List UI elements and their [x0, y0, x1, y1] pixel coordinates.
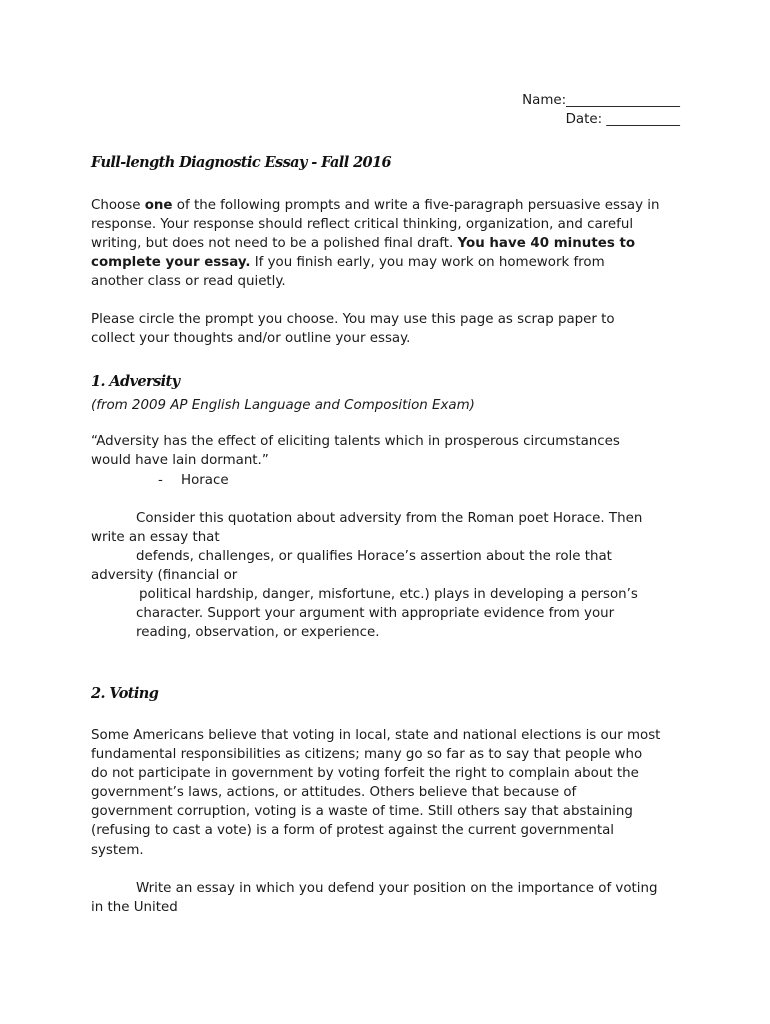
- prompt-1-quote-line-2: would have lain dormant.”: [91, 453, 269, 468]
- date-field[interactable]: Date: ___________: [565, 112, 680, 127]
- intro-text: writing, but does not need to be a polished final draft.: [91, 236, 458, 251]
- intro-line-1: [91, 196, 660, 215]
- prompt-2-para-line-3: do not participate in government by voting forfeit the right to complain about the: [91, 766, 639, 781]
- intro-text: Choose: [91, 198, 145, 213]
- prompt-1-task-line-2: write an essay that: [91, 530, 220, 545]
- prompt-1-quote-line-1: “Adversity has the effect of eliciting talents which in prosperous circumstances: [91, 434, 620, 449]
- prompt-2-para-line-2: fundamental responsibilities as citizens; many go so far as to say that people who: [91, 747, 643, 762]
- prompt-1-task-line-4: adversity (financial or: [91, 568, 238, 583]
- instructions-line-2: collect your thoughts and/or outline your essay.: [91, 331, 411, 346]
- prompt-2-para-line-7: system.: [91, 843, 144, 858]
- name-field[interactable]: Name:_________________: [522, 93, 680, 108]
- instructions-line-1: Please circle the prompt you choose. You may use this page as scrap paper to: [91, 312, 615, 327]
- prompt-2-heading: 2. Voting: [91, 685, 159, 702]
- intro-emphasis-time: You have 40 minutes to: [457, 236, 636, 251]
- prompt-1-heading: 1. Adversity: [91, 373, 180, 390]
- prompt-2-para-line-1: Some Americans believe that voting in local, state and national elections is our most: [91, 728, 661, 743]
- prompt-2-para-line-5: government corruption, voting is a waste of time. Still others say that abstaining: [91, 804, 633, 819]
- intro-line-4: [91, 253, 605, 272]
- intro-emphasis-one: one: [144, 198, 173, 213]
- intro-line-2: response. Your response should reflect critical thinking, organization, and careful: [91, 217, 634, 232]
- intro-emphasis-complete: complete your essay.: [91, 255, 251, 270]
- prompt-2-para-line-4: government’s laws, actions, or attitudes. Others believe that because of: [91, 785, 577, 800]
- prompt-1-task-line-6: character. Support your argument with appropriate evidence from your: [136, 606, 615, 621]
- prompt-2-task-line-1: Write an essay in which you defend your position on the importance of voting: [136, 881, 658, 896]
- intro-text: If you finish early, you may work on homework from: [250, 255, 605, 270]
- prompt-2-task-line-2: in the United: [91, 900, 178, 915]
- prompt-1-task-line-3: defends, challenges, or qualifies Horace’s assertion about the role that: [136, 549, 612, 564]
- intro-text: of the following prompts and write a five-paragraph persuasive essay in: [172, 198, 660, 213]
- intro-line-3: [91, 234, 635, 253]
- prompt-1-source: (from 2009 AP English Language and Composition Exam): [91, 398, 475, 413]
- intro-line-5: another class or read quietly.: [91, 274, 286, 289]
- prompt-2-para-line-6: (refusing to cast a vote) is a form of protest against the current governmental: [91, 823, 614, 838]
- prompt-1-task-line-7: reading, observation, or experience.: [136, 625, 380, 640]
- page-title: Full-length Diagnostic Essay - Fall 2016: [91, 154, 392, 171]
- prompt-1-attribution: Horace: [181, 473, 229, 488]
- prompt-1-task-line-1: Consider this quotation about adversity from the Roman poet Horace. Then: [136, 511, 643, 526]
- prompt-1-attribution-dash: -: [158, 473, 163, 488]
- prompt-1-task-line-5: political hardship, danger, misfortune, etc.) plays in developing a person’s: [139, 587, 638, 602]
